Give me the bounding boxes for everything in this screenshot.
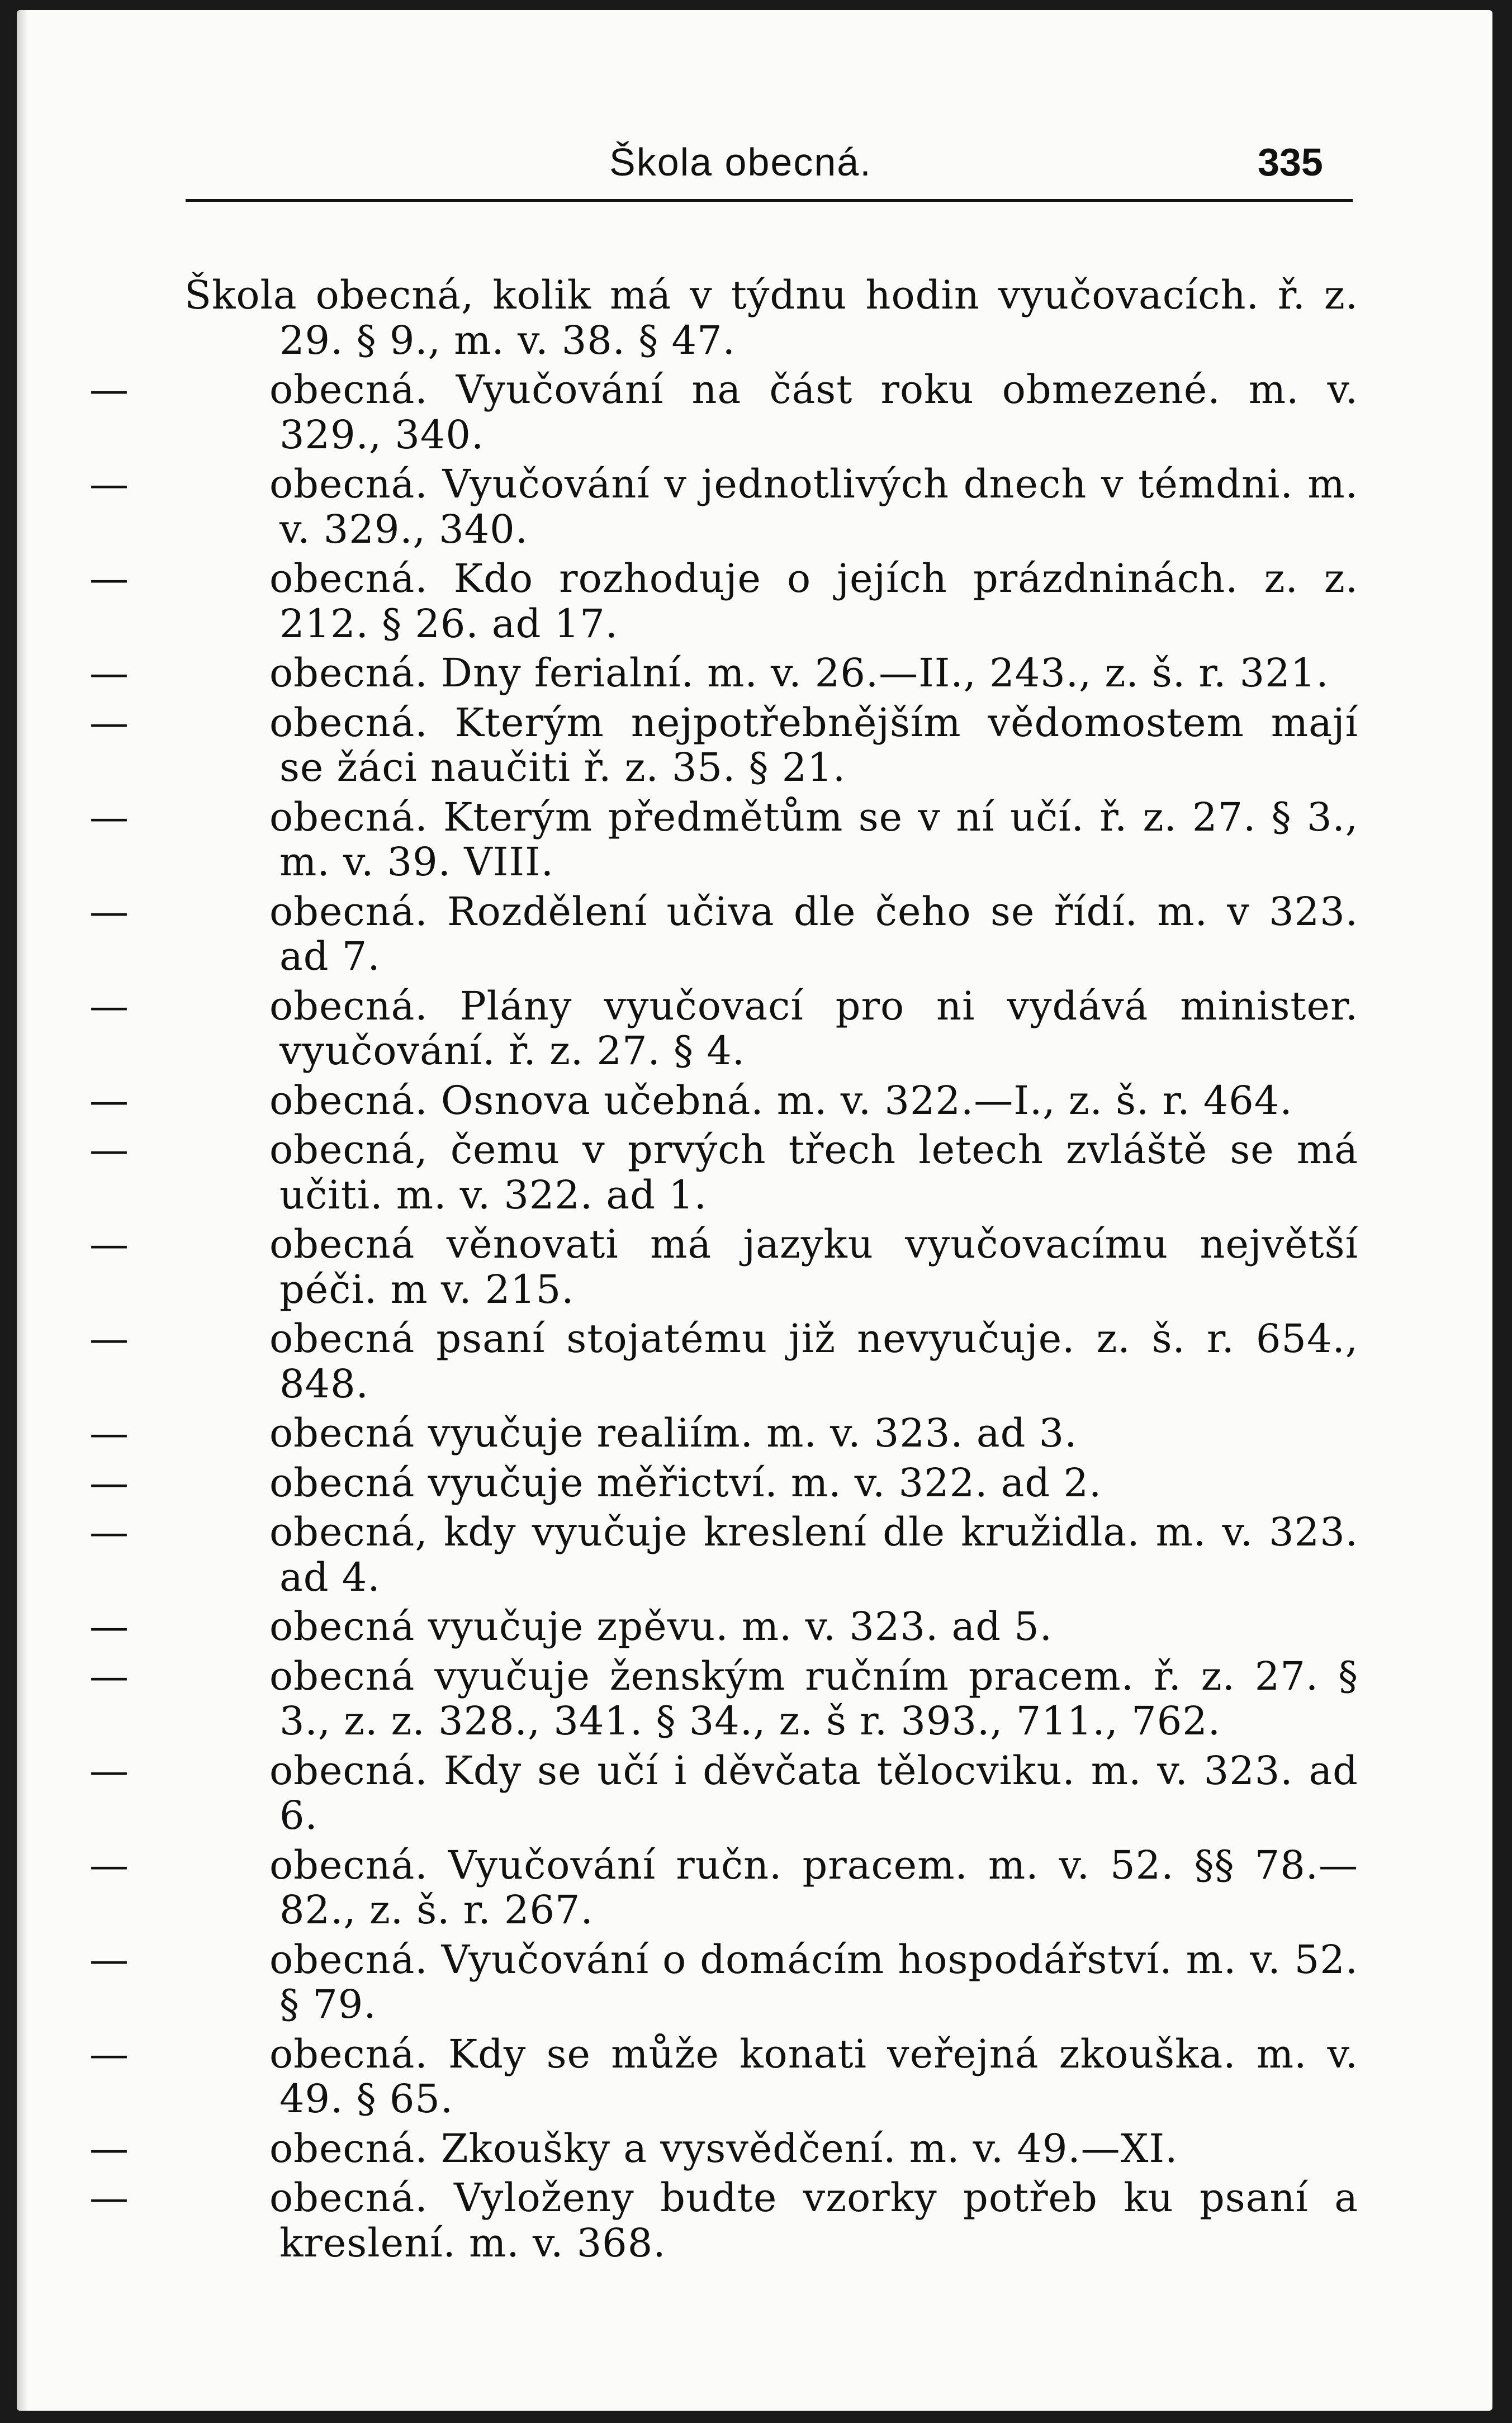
entry-dash: — (89, 1509, 129, 1555)
entry-text: obecná. Vyučování o domácím hospodářství. m. v. 52. § 79. (269, 1936, 1358, 2027)
index-entry (89, 1842, 1358, 1933)
entry-text: obecná věnovati má jazyku vyučovacímu největší péči. m v. 215. (269, 1221, 1358, 1312)
entry-dash: — (89, 367, 129, 412)
entry-text: obecná. Kterým nejpotřebnějším vědomostem mají se žáci naučiti ř. z. 35. § 21. (269, 699, 1358, 790)
entry-dash: — (89, 1316, 129, 1362)
page-header (17, 140, 1492, 190)
entry-text: obecná vyučuje měřictví. m. v. 322. ad 2. (269, 1459, 1102, 1506)
entry-text: obecná. Plány vyučovací pro ni vydává minister. vyučování. ř. z. 27. § 4. (269, 983, 1358, 1074)
entry-text: obecná. Rozdělení učiva dle čeho se řídí. m. v 323. ad 7. (269, 888, 1358, 979)
entry-dash: — (89, 650, 129, 696)
index-entry (89, 2125, 1358, 2171)
header-rule (186, 199, 1353, 202)
index-entry (89, 1653, 1358, 1744)
entry-text: obecná. Zkoušky a vysvědčení. m. v. 49.—XI. (269, 2125, 1178, 2171)
entry-dash: — (89, 1077, 129, 1123)
entry-dash: — (89, 983, 129, 1029)
index-entry (89, 1604, 1358, 1649)
entry-dash: — (89, 699, 129, 746)
index-entry (89, 1077, 1358, 1123)
entry-dash: — (89, 1747, 129, 1794)
index-entry (89, 1127, 1358, 1218)
index-entry (89, 650, 1358, 696)
index-entry (89, 1509, 1358, 1600)
entry-text: obecná, čemu v prvých třech letech zvláště se má učiti. m. v. 322. ad 1. (269, 1127, 1358, 1218)
index-entry (89, 888, 1358, 979)
entry-text: obecná. Dny ferialní. m. v. 26.—II., 243., z. š. r. 321. (269, 650, 1329, 696)
index-entry (89, 983, 1358, 1074)
entry-dash: — (89, 556, 129, 601)
book-page (17, 10, 1492, 2411)
index-entry (89, 2031, 1358, 2122)
entry-dash: — (89, 1459, 129, 1506)
entry-dash: — (89, 888, 129, 935)
index-entry (89, 461, 1358, 552)
entry-text: obecná vyučuje ženským ručním pracem. ř. z. 27. § 3., z. z. 328., 341. § 34., z. š r. 393., 711., 762. (269, 1653, 1358, 1744)
index-entry (89, 556, 1358, 647)
entry-text: obecná. Vyučování ručn. pracem. m. v. 52. §§ 78.—82., z. š. r. 267. (269, 1842, 1358, 1933)
index-entry (89, 794, 1358, 885)
index-entry (89, 1459, 1358, 1506)
index-entry (89, 1936, 1358, 2027)
entry-text: obecná. Kdo rozhoduje o jejích prázdninách. z. z. 212. § 26. ad 17. (269, 556, 1358, 647)
entry-text: Škola obecná, kolik má v týdnu hodin vyučovacích. ř. z. 29. § 9., m. v. 38. § 47. (184, 272, 1358, 363)
index-entry (89, 2175, 1358, 2266)
entry-dash: — (89, 2125, 129, 2171)
entry-text: obecná. Vyučování v jednotlivých dnech v témdni. m. v. 329., 340. (269, 461, 1358, 552)
index-entry (89, 1316, 1358, 1407)
entry-text: obecná. Vyloženy budte vzorky potřeb ku psaní a kreslení. m. v. 368. (269, 2175, 1358, 2266)
entry-dash: — (89, 1653, 129, 1699)
index-entry (89, 1221, 1358, 1312)
entry-dash: — (89, 2175, 129, 2221)
entry-dash: — (89, 1221, 129, 1267)
index-entry (89, 1410, 1358, 1456)
entry-dash: — (89, 461, 129, 507)
entry-dash: — (89, 2031, 129, 2077)
entry-text: obecná, kdy vyučuje kreslení dle kružidla. m. v. 323. ad 4. (269, 1509, 1358, 1600)
entry-text: obecná. Kdy se učí i děvčata tělocviku. m. v. 323. ad 6. (269, 1747, 1358, 1838)
entry-text: obecná. Kdy se může konati veřejná zkouška. m. v. 49. § 65. (269, 2031, 1358, 2122)
entry-dash: — (89, 794, 129, 840)
running-title: Škola obecná. (609, 140, 872, 184)
page-edge-shadow (17, 10, 28, 2411)
entry-dash: — (89, 1410, 129, 1456)
index-entry-list (89, 272, 1358, 2270)
index-entry (89, 699, 1358, 790)
entry-dash: — (89, 1604, 129, 1649)
entry-text: obecná. Kterým předmětům se v ní učí. ř. z. 27. § 3., m. v. 39. VIII. (269, 794, 1358, 885)
entry-dash: — (89, 1127, 129, 1173)
index-entry (89, 1747, 1358, 1838)
entry-dash: — (89, 1936, 129, 1983)
entry-text: obecná. Osnova učebná. m. v. 322.—I., z. š. r. 464. (269, 1077, 1293, 1123)
entry-text: obecná. Vyučování na část roku obmezené. m. v. 329., 340. (269, 367, 1358, 458)
entry-dash: — (89, 1842, 129, 1888)
index-entry (184, 273, 1358, 363)
entry-text: obecná vyučuje realiím. m. v. 323. ad 3. (269, 1410, 1078, 1456)
page-number: 335 (1258, 140, 1323, 184)
entry-text: obecná psaní stojatému již nevyučuje. z. š. r. 654., 848. (269, 1316, 1358, 1407)
entry-text: obecná vyučuje zpěvu. m. v. 323. ad 5. (269, 1604, 1053, 1649)
index-entry (89, 367, 1358, 458)
